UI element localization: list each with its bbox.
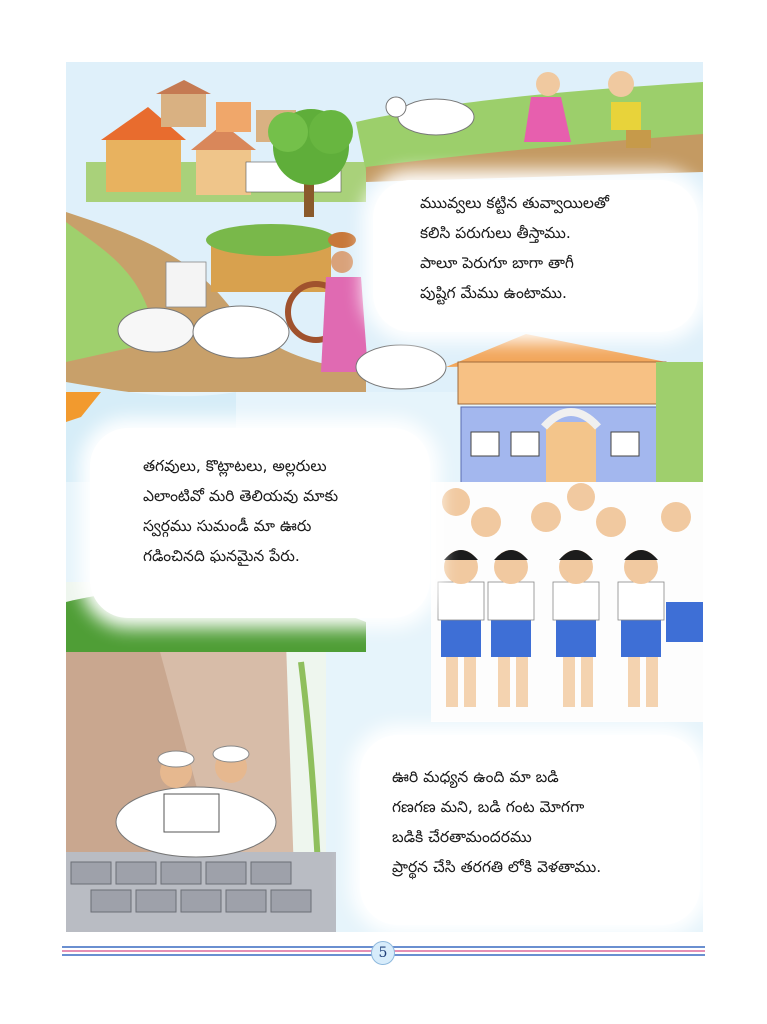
- stanza-1: [420, 188, 609, 308]
- stanza-line: ప్రార్థన చేసి తరగతి లోకి వెళతాము.: [392, 858, 602, 876]
- stanza-line: ఊరి మధ్యన ఉంది మా బడి: [392, 768, 559, 786]
- stanza-line: ఎలాంటివో మరి తెలియవు మాకు: [143, 487, 339, 505]
- stanza-line: ముువ్వలు కట్టిన తువ్వాయిలతో: [420, 194, 610, 212]
- stanza-line: పాలూ పెరుగూ బాగా తాగీ: [420, 254, 574, 272]
- stanza-3: [392, 762, 601, 882]
- stanza-line: బడికి చేరతామందరము: [392, 828, 532, 846]
- stanza-line: గణగణ మని, బడి గంట మోగగా: [392, 798, 585, 816]
- stanza-line: తగవులు, కొట్లాటలు, అల్లరులు: [143, 457, 327, 475]
- stanza-line: కలిసి పరుగులు తీస్తాము.: [420, 224, 571, 242]
- stanza-line: గడించినది ఘనమైన పేరు.: [143, 547, 300, 565]
- stanza-2: [143, 451, 338, 571]
- calf: [356, 345, 446, 389]
- page-number: 5: [371, 941, 395, 965]
- school-children-group: [431, 482, 703, 722]
- stanza-line: స్వర్గము సుమండీ మా ఊరు: [143, 517, 312, 535]
- stanza-line: పుష్టిగ మేము ఉంటాము.: [420, 284, 567, 302]
